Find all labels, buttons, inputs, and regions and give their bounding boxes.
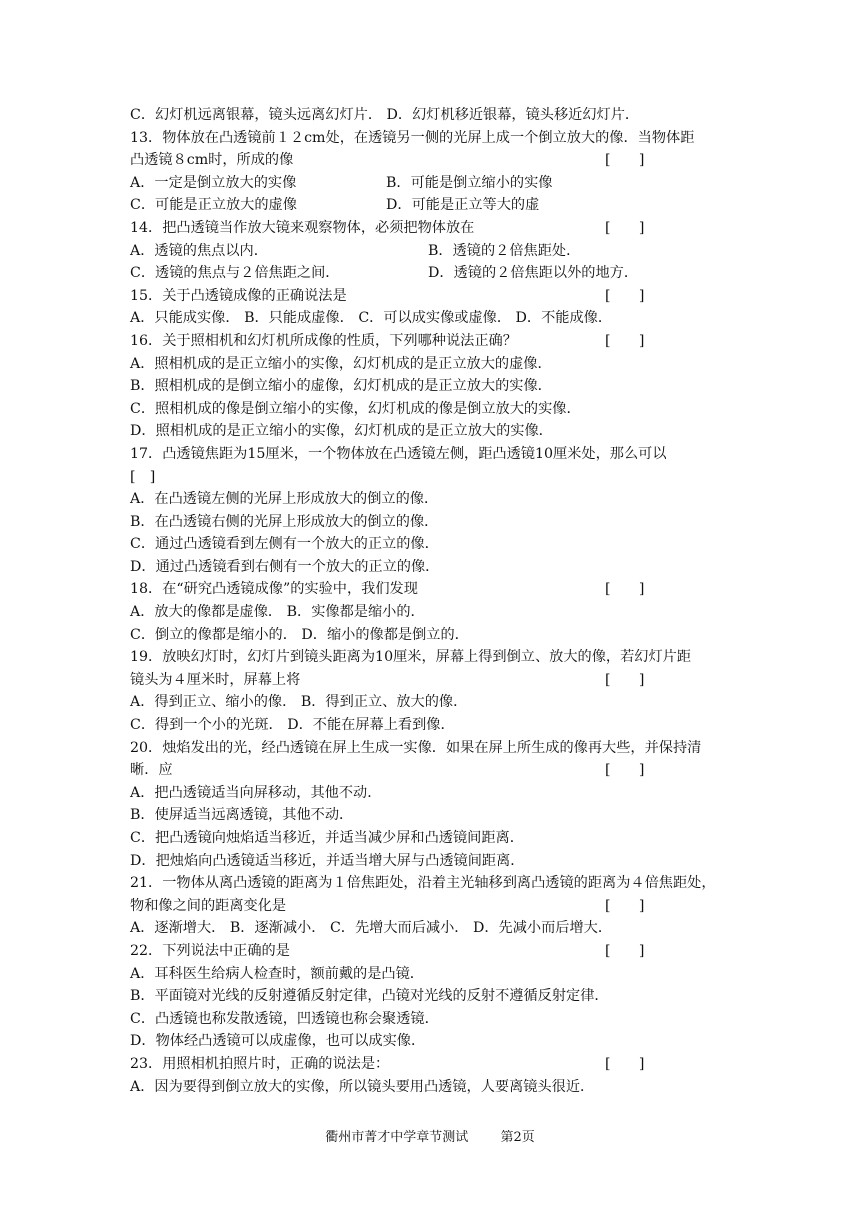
answer-bracket: [ ]: [605, 1055, 645, 1072]
text-line: [130, 533, 740, 556]
text-line: [130, 917, 740, 940]
line-text: 物和像之间的距离变化是: [130, 897, 287, 914]
line-text: A．因为要得到倒立放大的实像，所以镜头要用凸透镜，人要离镜头很近．: [130, 1078, 595, 1095]
text-line: [130, 398, 740, 421]
text-line: [130, 194, 740, 217]
text-line: [130, 646, 740, 669]
line-text: 镜头为４厘米时，屏幕上将: [130, 671, 301, 688]
text-line: [130, 104, 740, 127]
line-text: 22．下列说法中正确的是: [130, 942, 290, 959]
line-text: 15．关于凸透镜成像的正确说法是: [130, 287, 347, 304]
answer-bracket: [ ]: [605, 897, 645, 914]
option-right: D．透镜的２倍焦距以外的地方．: [428, 265, 639, 282]
text-line: [130, 1030, 740, 1053]
line-text: 16．关于照相机和幻灯机所成像的性质，下列哪种说法正确？: [130, 332, 517, 349]
line-text: 18．在“研究凸透镜成像”的实验中，我们发现: [130, 581, 418, 598]
line-text: B．照相机成的是倒立缩小的虚像，幻灯机成的是正立放大的实像．: [130, 378, 552, 395]
text-line: [130, 330, 740, 353]
text-line: [130, 578, 740, 601]
line-text: A．耳科医生给病人检查时，额前戴的是凸镜．: [130, 965, 424, 982]
text-line: [130, 240, 740, 263]
option-right: B．透镜的２倍焦距处．: [428, 242, 581, 259]
text-line: [130, 375, 740, 398]
line-text: C．凸透镜也称发散透镜，凹透镜也称会聚透镜．: [130, 1010, 439, 1027]
answer-bracket: [ ]: [605, 762, 645, 779]
line-text: C．倒立的像都是缩小的． D．缩小的像都是倒立的．: [130, 626, 469, 643]
text-line: [130, 714, 740, 737]
line-text: A．放大的像都是虚像． B．实像都是缩小的．: [130, 604, 425, 621]
page-content: [130, 104, 740, 1098]
line-text: B．使屏适当远离透镜，其他不动．: [130, 807, 354, 824]
answer-bracket: [ ]: [605, 152, 645, 169]
line-text: C．幻灯机远离银幕，镜头远离幻灯片． D．幻灯机移近银幕，镜头移近幻灯片．: [130, 107, 640, 123]
text-line: [130, 1076, 740, 1099]
answer-bracket: [ ]: [605, 287, 645, 304]
line-text: D．把烛焰向凸透镜适当移近，并适当增大屏与凸透镜间距离．: [130, 852, 525, 869]
text-line: [130, 759, 740, 782]
answer-bracket: [ ]: [605, 671, 645, 688]
line-text: C．得到一个小的光斑． D．不能在屏幕上看到像．: [130, 717, 455, 734]
footer-page-number: 第2页: [500, 1130, 535, 1145]
text-line: [130, 669, 740, 692]
text-line: [130, 624, 740, 647]
option-left: A．一定是倒立放大的实像: [130, 174, 297, 191]
text-line: [130, 488, 740, 511]
line-text: A．把凸透镜适当向屏移动，其他不动．: [130, 784, 382, 801]
text-line: [130, 172, 740, 195]
line-text: D．物体经凸透镜可以成虚像，也可以成实像．: [130, 1033, 426, 1050]
line-text: B．平面镜对光线的反射遵循反射定律，凸镜对光线的反射不遵循反射定律．: [130, 988, 609, 1005]
option-left: C．透镜的焦点与２倍焦距之间．: [130, 265, 340, 282]
text-line: [130, 872, 740, 895]
line-text: A．逐渐增大． B．逐渐减小． C．先增大而后减小． D．先减小而后增大．: [130, 920, 613, 937]
line-text: A．得到正立、缩小的像． B．得到正立、放大的像．: [130, 694, 468, 711]
option-left: A．透镜的焦点以内．: [130, 242, 268, 259]
page-footer: [0, 1126, 860, 1145]
line-text: 17．凸透镜焦距为15厘米，一个物体放在凸透镜左侧，距凸透镜10厘米处，那么可以: [130, 445, 667, 462]
line-text: 19．放映幻灯时，幻灯片到镜头距离为10厘米，屏幕上得到倒立、放大的像，若幻灯片距: [130, 649, 692, 666]
line-text: 13．物体放在凸透镜前１２cm处，在透镜另一侧的光屏上成一个倒立放大的像．当物体距: [130, 129, 695, 146]
line-text: 20．烛焰发出的光，经凸透镜在屏上生成一实像．如果在屏上所生成的像再大些，并保持清: [130, 739, 702, 756]
option-right: B．可能是倒立缩小的实像: [386, 174, 553, 191]
text-line: [130, 1008, 740, 1031]
text-line: [130, 1053, 740, 1076]
text-line: [130, 782, 740, 805]
answer-bracket: [ ]: [605, 332, 645, 349]
text-line: [130, 127, 740, 150]
option-right: D．可能是正立等大的虚: [386, 197, 540, 214]
text-line: [130, 895, 740, 918]
answer-bracket: [ ]: [605, 219, 645, 236]
text-line: [130, 556, 740, 579]
line-text: 14．把凸透镜当作放大镜来观察物体，必须把物体放在: [130, 219, 475, 236]
line-text: C．通过凸透镜看到左侧有一个放大的正立的像．: [130, 536, 439, 553]
text-line: [130, 691, 740, 714]
option-left: C．可能是正立放大的虚像: [130, 197, 297, 214]
footer-school: 衢州市菁才中学章节测试: [325, 1130, 469, 1145]
line-text: D．照相机成的是正立缩小的实像，幻灯机成的是正立放大的实像．: [130, 423, 553, 440]
line-text: 凸透镜８cm时，所成的像: [130, 152, 294, 169]
answer-bracket: [ ]: [605, 942, 645, 959]
text-line: [130, 307, 740, 330]
text-line: [130, 353, 740, 376]
line-text: [ ]: [130, 468, 156, 485]
line-text: 21．一物体从离凸透镜的距离为１倍焦距处，沿着主光轴移到离凸透镜的距离为４倍焦距处，: [130, 875, 716, 892]
text-line: [130, 511, 740, 534]
text-line: [130, 443, 740, 466]
text-line: [130, 804, 740, 827]
text-line: [130, 466, 740, 489]
answer-bracket: [ ]: [605, 581, 645, 598]
text-line: [130, 737, 740, 760]
text-line: [130, 850, 740, 873]
line-text: C．把凸透镜向烛焰适当移近，并适当减少屏和凸透镜间距离．: [130, 830, 524, 846]
text-line: [130, 985, 740, 1008]
text-line: [130, 940, 740, 963]
text-line: [130, 601, 740, 624]
line-text: C．照相机成的像是倒立缩小的实像，幻灯机成的像是倒立放大的实像．: [130, 400, 581, 417]
line-text: A．在凸透镜左侧的光屏上形成放大的倒立的像．: [130, 491, 439, 508]
line-text: 23．用照相机拍照片时，正确的说法是：: [130, 1055, 390, 1072]
line-text: A．只能成实像． B．只能成虚像． C．可以成实像或虚像． D．不能成像．: [130, 310, 613, 327]
text-line: [130, 285, 740, 308]
text-line: [130, 420, 740, 443]
line-text: 晰．应: [130, 762, 173, 779]
line-text: A．照相机成的是正立缩小的实像，幻灯机成的是正立放大的虚像．: [130, 355, 552, 372]
line-text: B．在凸透镜右侧的光屏上形成放大的倒立的像．: [130, 513, 439, 530]
text-line: [130, 149, 740, 172]
text-line: [130, 827, 740, 850]
text-line: [130, 963, 740, 986]
line-text: D．通过凸透镜看到右侧有一个放大的正立的像．: [130, 558, 440, 575]
text-line: [130, 217, 740, 240]
text-line: [130, 262, 740, 285]
